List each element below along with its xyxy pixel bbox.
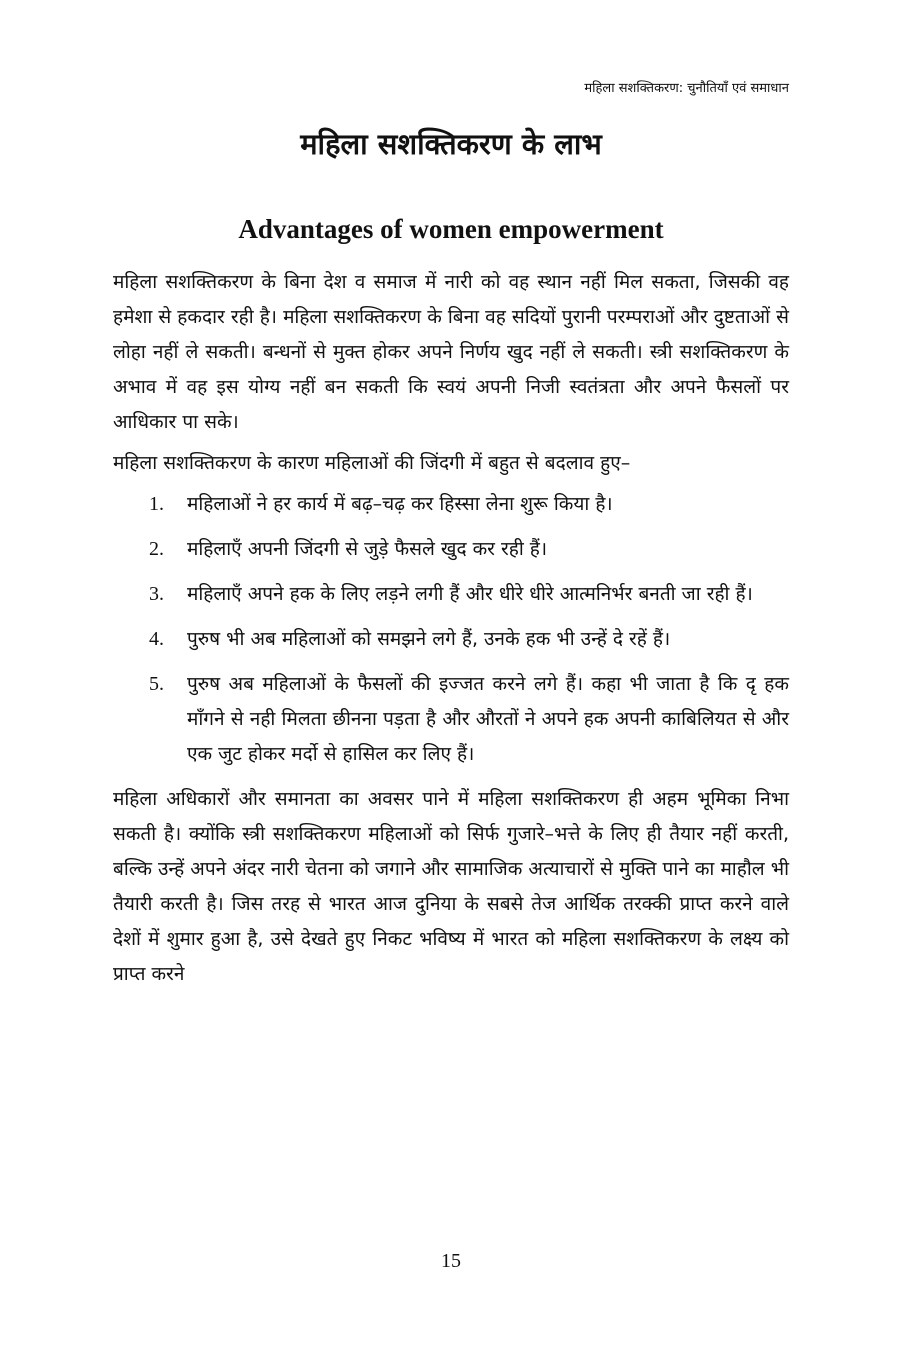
list-item — [113, 532, 789, 567]
list-item-number: 5. — [149, 673, 164, 695]
book-page — [113, 0, 789, 1350]
paragraph-conclusion: महिला अधिकारों और समानता का अवसर पाने में महिला सशक्तिकरण ही अहम भूमिका निभा सकती है। क्योंकि स्त्री सशक्तिकरण महिलाओं को सिर्फ गुजारे–भत्ते के लिए ही तैयार नहीं करती, बल्कि उन्हें अपने अंदर नारी चेतना को जगाने और सामाजिक अत्याचारों से मुक्ति पाने का माहौल भी तैयारी करती है। जिस तरह से भारत आज दुनिया के सबसे तेज आर्थिक तरक्की प्राप्त करने वाले देशों में शुमार हुआ है, उसे देखते हुए निकट भविष्य में भारत को महिला सशक्तिकरण के लक्ष्य को प्राप्त करने — [113, 788, 789, 985]
list-item-text: महिलाएँ अपनी जिंदगी से जुड़े फैसले खुद कर रही हैं। — [187, 538, 548, 560]
running-header: महिला सशक्तिकरण: चुनौतियाँ एवं समाधान — [584, 81, 789, 96]
list-item-number: 2. — [149, 538, 164, 560]
list-item-text: महिलाएँ अपने हक के लिए लड़ने लगी हैं और धीरे धीरे आत्मनिर्भर बनती जा रही हैं। — [187, 583, 753, 605]
page-number: 15 — [441, 1250, 461, 1272]
chapter-title-english: Advantages of women empowerment — [238, 214, 664, 244]
body-text — [113, 265, 789, 998]
list-item — [113, 487, 789, 522]
list-item-text: पुरुष अब महिलाओं के फैसलों की इज्जत करने लगे हैं। कहा भी जाता है कि दृ हक माँगने से नही मिलता छीनना पड़ता है और औरतों ने अपने हक अपनी काबिलियत से और एक जुट होकर मर्दो से हासिल कर लिए हैं। — [187, 673, 789, 765]
list-item — [113, 577, 789, 612]
list-item — [113, 622, 789, 657]
chapter-title-hindi: महिला सशक्तिकरण के लाभ — [300, 127, 602, 161]
paragraph-changes-lead: महिला सशक्तिकरण के कारण महिलाओं की जिंदगी में बहुत से बदलाव हुए– — [113, 452, 631, 474]
list-item-number: 4. — [149, 628, 164, 650]
list-item-text: पुरुष भी अब महिलाओं को समझने लगे हैं, उनके हक भी उन्हें दे रहें हैं। — [187, 628, 671, 650]
list-item — [113, 667, 789, 772]
changes-list — [113, 487, 789, 772]
paragraph-intro: महिला सशक्तिकरण के बिना देश व समाज में नारी को वह स्थान नहीं मिल सकता, जिसकी वह हमेशा से हकदार रही है। महिला सशक्तिकरण के बिना वह सदियों पुरानी परम्पराओं और दुष्टताओं से लोहा नहीं ले सकती। बन्धनों से मुक्त होकर अपने निर्णय खुद नहीं ले सकती। स्त्री सशक्तिकरण के अभाव में वह इस योग्य नहीं बन सकती कि स्वयं अपनी निजी स्वतंत्रता और अपने फैसलों पर आधिकार पा सके। — [113, 271, 789, 433]
list-item-number: 1. — [149, 493, 164, 515]
list-item-number: 3. — [149, 583, 164, 605]
list-item-text: महिलाओं ने हर कार्य में बढ़–चढ़ कर हिस्सा लेना शुरू किया है। — [187, 493, 613, 515]
